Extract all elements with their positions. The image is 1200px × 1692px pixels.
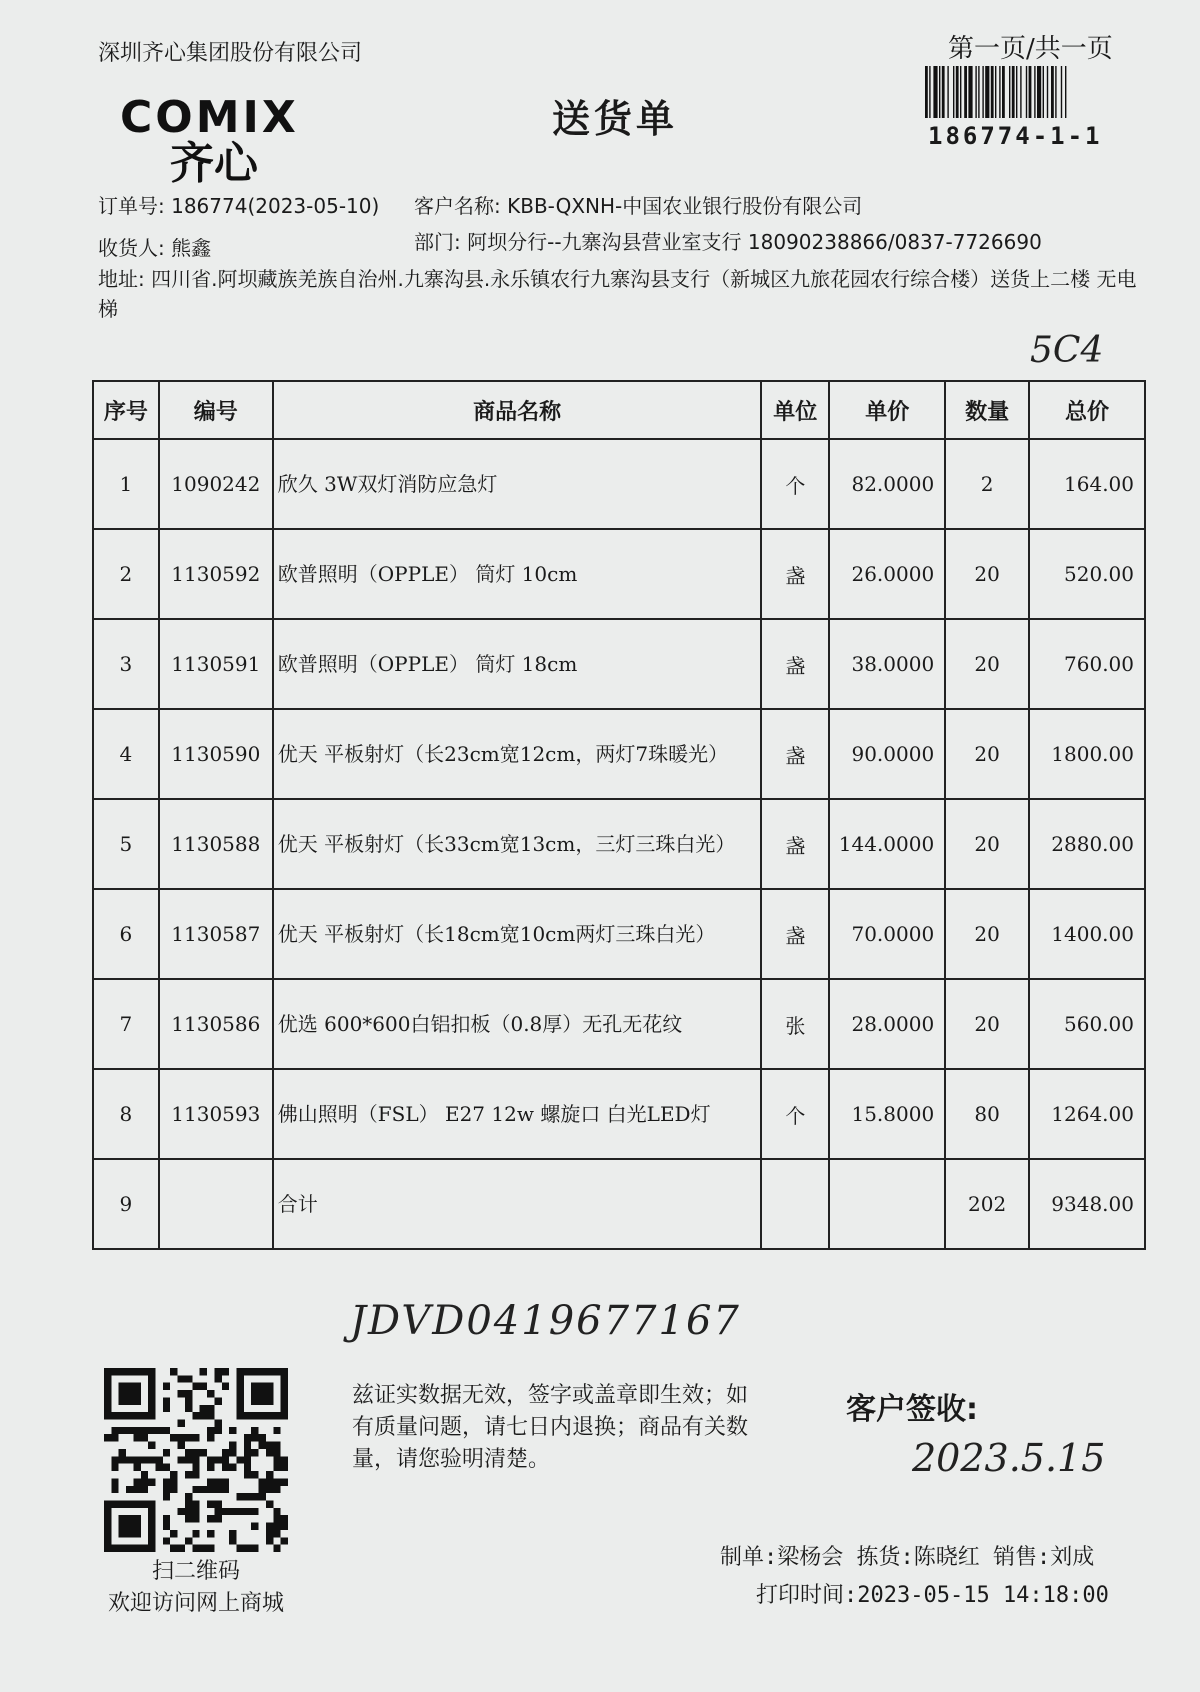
header-code: 编号	[159, 381, 273, 439]
cell-code: 1130593	[159, 1069, 273, 1159]
qr-caption: 扫二维码 欢迎访问网上商城	[107, 1559, 284, 1616]
cell-product: 欣久 3W双灯消防应急灯	[273, 439, 762, 529]
cell-product: 优天 平板射灯（长33cm宽13cm，三灯三珠白光）	[273, 799, 762, 889]
table-row	[93, 1159, 1145, 1249]
cell-index: 3	[93, 619, 159, 709]
cell-qty: 20	[945, 979, 1029, 1069]
cell-total: 520.00	[1029, 529, 1145, 619]
cell-index: 9	[93, 1159, 159, 1249]
cell-unit: 张	[761, 979, 829, 1069]
table-header	[93, 381, 1145, 439]
handwritten-sign-date: 2023.5.15	[912, 1436, 1106, 1480]
cell-index: 4	[93, 709, 159, 799]
cell-index: 8	[93, 1069, 159, 1159]
table-row	[93, 439, 1145, 529]
goods-table	[92, 380, 1146, 1250]
cell-index: 2	[93, 529, 159, 619]
cell-total: 1400.00	[1029, 889, 1145, 979]
cell-product: 欧普照明（OPPLE） 筒灯 18cm	[273, 619, 762, 709]
cell-unit: 盏	[761, 799, 829, 889]
cell-price: 144.0000	[829, 799, 945, 889]
cell-code: 1130592	[159, 529, 273, 619]
page-info: 第一页/共一页	[948, 34, 1113, 64]
cell-price: 26.0000	[829, 529, 945, 619]
cell-code: 1130587	[159, 889, 273, 979]
header-total: 总价	[1029, 381, 1145, 439]
cell-code: 1130590	[159, 709, 273, 799]
table-row	[93, 799, 1145, 889]
cell-code: 1130586	[159, 979, 273, 1069]
logo-cn: 齐心	[170, 138, 258, 184]
customer-sign-label: 客户签收:	[846, 1392, 978, 1427]
document-title: 送货单	[552, 97, 679, 141]
cell-unit: 个	[761, 1069, 829, 1159]
cell-qty: 20	[945, 619, 1029, 709]
cell-unit: 盏	[761, 529, 829, 619]
cell-unit: 盏	[761, 709, 829, 799]
comix-logo	[118, 92, 348, 184]
qr-code	[104, 1368, 288, 1552]
cell-index: 7	[93, 979, 159, 1069]
cell-price: 70.0000	[829, 889, 945, 979]
cell-qty: 202	[945, 1159, 1029, 1249]
customer-name: 客户名称: KBB-QXNH-中国农业银行股份有限公司	[414, 194, 863, 218]
logo-text: COMIX	[120, 92, 299, 143]
cell-total: 1264.00	[1029, 1069, 1145, 1159]
print-time: 打印时间:2023-05-15 14:18:00	[756, 1583, 1109, 1608]
cell-total: 2880.00	[1029, 799, 1145, 889]
cell-product: 优天 平板射灯（长23cm宽12cm，两灯7珠暖光）	[273, 709, 762, 799]
barcode	[925, 66, 1137, 118]
cell-price: 82.0000	[829, 439, 945, 529]
staff-info: 制单:梁杨会 拣货:陈晓红 销售:刘成	[720, 1545, 1095, 1570]
table-row	[93, 979, 1145, 1069]
header-index: 序号	[93, 381, 159, 439]
header-qty: 数量	[945, 381, 1029, 439]
order-number: 订单号: 186774(2023-05-10)	[98, 194, 380, 218]
cell-total: 164.00	[1029, 439, 1145, 529]
cell-unit: 盏	[761, 619, 829, 709]
cell-code: 1130591	[159, 619, 273, 709]
cell-qty: 20	[945, 799, 1029, 889]
table-row	[93, 709, 1145, 799]
header-price: 单价	[829, 381, 945, 439]
cell-price: 28.0000	[829, 979, 945, 1069]
cell-unit: 个	[761, 439, 829, 529]
cell-index: 6	[93, 889, 159, 979]
cell-total: 560.00	[1029, 979, 1145, 1069]
cell-qty: 20	[945, 889, 1029, 979]
cell-product: 合计	[273, 1159, 762, 1249]
header-product: 商品名称	[273, 381, 762, 439]
receiver: 收货人: 熊鑫	[98, 236, 212, 260]
cell-unit: 盏	[761, 889, 829, 979]
cell-code: 1130588	[159, 799, 273, 889]
handwritten-note: 5C4	[1030, 330, 1104, 371]
cell-price: 90.0000	[829, 709, 945, 799]
notice-text: 兹证实数据无效，签字或盖章即生效；如有质量问题，请七日内退换；商品有关数量，请您验明清楚。	[352, 1383, 749, 1472]
table-row	[93, 1069, 1145, 1159]
cell-qty: 80	[945, 1069, 1029, 1159]
cell-product: 优天 平板射灯（长18cm宽10cm两灯三珠白光）	[273, 889, 762, 979]
header-unit: 单位	[761, 381, 829, 439]
cell-unit	[761, 1159, 829, 1249]
cell-total: 1800.00	[1029, 709, 1145, 799]
department: 部门: 阿坝分行--九寨沟县营业室支行 18090238866/0837-7726690	[414, 230, 1042, 254]
cell-price: 38.0000	[829, 619, 945, 709]
cell-price: 15.8000	[829, 1069, 945, 1159]
cell-code: 1090242	[159, 439, 273, 529]
cell-qty: 20	[945, 529, 1029, 619]
table-row	[93, 619, 1145, 709]
cell-total: 760.00	[1029, 619, 1145, 709]
cell-product: 佛山照明（FSL） E27 12w 螺旋口 白光LED灯	[273, 1069, 762, 1159]
address: 地址: 四川省.阿坝藏族羌族自治州.九寨沟县.永乐镇农行九寨沟县支行（新城区九旅花园农行综合楼）送货上二楼 无电梯	[98, 267, 1137, 321]
company-name: 深圳齐心集团股份有限公司	[98, 41, 363, 66]
table-row	[93, 889, 1145, 979]
cell-product: 优选 600*600白铝扣板（0.8厚）无孔无花纹	[273, 979, 762, 1069]
cell-index: 1	[93, 439, 159, 529]
barcode-number: 186774-1-1	[928, 122, 1103, 150]
handwritten-tracking: JDVD0419677167	[350, 1298, 741, 1344]
cell-index: 5	[93, 799, 159, 889]
table-row	[93, 529, 1145, 619]
cell-qty: 2	[945, 439, 1029, 529]
cell-product: 欧普照明（OPPLE） 筒灯 10cm	[273, 529, 762, 619]
cell-price	[829, 1159, 945, 1249]
cell-code	[159, 1159, 273, 1249]
cell-total: 9348.00	[1029, 1159, 1145, 1249]
cell-qty: 20	[945, 709, 1029, 799]
